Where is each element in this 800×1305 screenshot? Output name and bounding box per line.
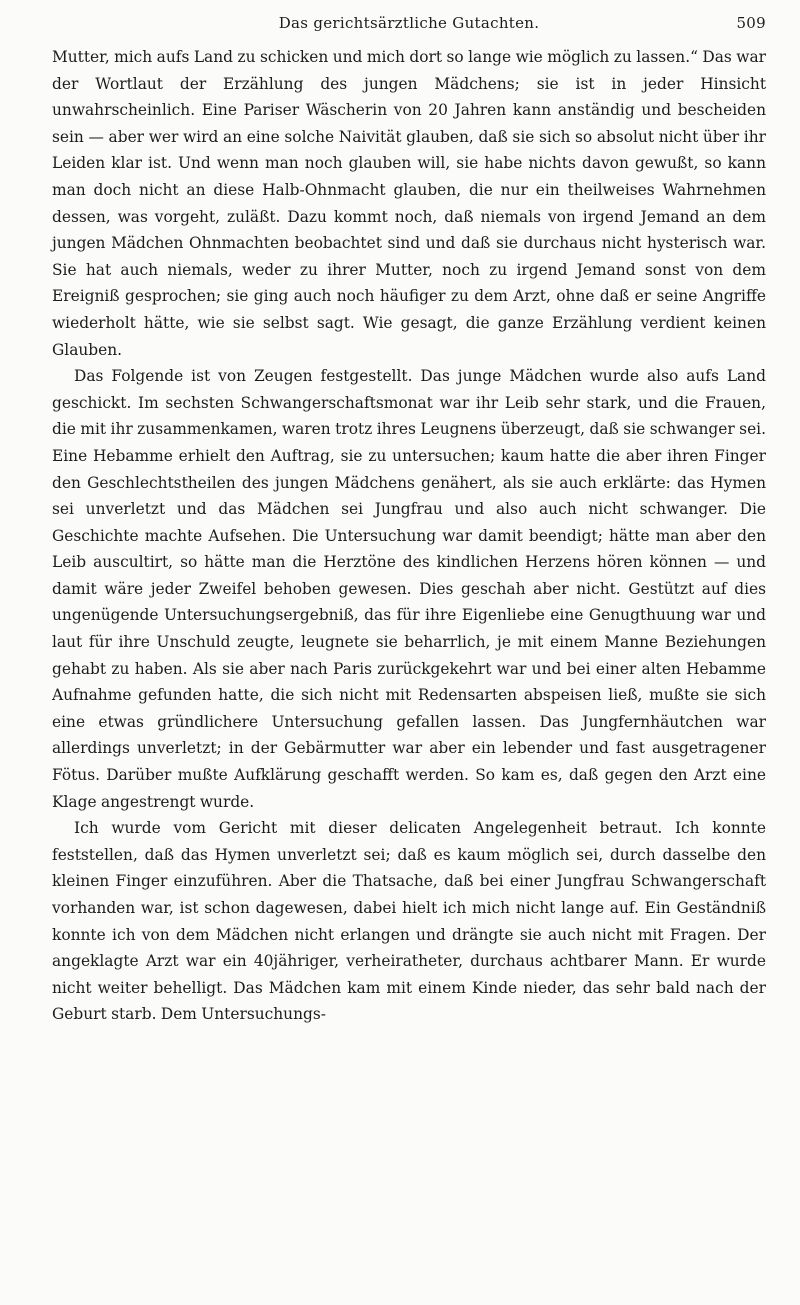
paragraph-continued: Mutter, mich aufs Land zu schicken und mich dort so lange wie möglich zu lassen.“ Das war der Wortlaut der Erzählung des jungen Mädchens; sie ist in jeder Hinsicht unwahrscheinlich. Eine Pariser Wäscherin von 20 Jahren kann anständig und bescheiden sein — aber wer wird an eine solche Naivität glauben, daß sie sich so absolut nicht über ihr Leiden klar ist. Und wenn man noch glauben will, sie habe nichts davon gewußt, so kann man doch nicht an diese Halb-Ohnmacht glauben, die nur ein theilweises Wahrnehmen dessen, was vorgeht, zuläßt. Dazu kommt noch, daß niemals von irgend Jemand an dem jungen Mädchen Ohnmachten beobachtet sind und daß sie durchaus nicht hysterisch war. Sie hat auch niemals, weder zu ihrer Mutter, noch zu irgend Jemand sonst von dem Ereigniß gesprochen; sie ging auch noch häufiger zu dem Arzt, ohne daß er seine Angriffe wiederholt hätte, wie sie selbst sagt. Wie gesagt, die ganze Erzählung verdient keinen Glauben. xyxy=(52,48,766,359)
running-head xyxy=(52,14,766,42)
paragraph-witnesses: Das Folgende ist von Zeugen festgestellt. Das junge Mädchen wurde also aufs Land geschickt. Im sechsten Schwangerschaftsmonat war ihr Leib sehr stark, und die Frauen, die mit ihr zusammenkamen, waren trotz ihres Leugnens überzeugt, daß sie schwanger sei. Eine Hebamme erhielt den Auftrag, sie zu untersuchen; kaum hatte die aber ihren Finger den Geschlechtstheilen des jungen Mädchens genähert, als sie auch erklärte: das Hymen sei unverletzt und das Mädchen sei Jungfrau und also auch nicht schwanger. Die Geschichte machte Aufsehen. Die Untersuchung war damit beendigt; hätte man aber den Leib auscultirt, so hätte man die Herztöne des kindlichen Herzens hören können — und damit wäre jeder Zweifel behoben gewesen. Dies geschah aber nicht. Gestützt auf dies ungenügende Untersuchungsergebniß, das für ihre Eigenliebe eine Genugthuung war und laut für ihre Unschuld zeugte, leugnete sie beharrlich, je mit einem Manne Beziehungen gehabt zu haben. Als sie aber nach Paris zurückgekehrt war und bei einer alten Hebamme Aufnahme gefunden hatte, die sich nicht mit Redensarten abspeisen ließ, mußte sie sich eine etwas gründlichere Untersuchung gefallen lassen. Das Jungfernhäutchen war allerdings unverletzt; in der Gebärmutter war aber ein lebender und fast ausgetragener Fötus. Darüber mußte Aufklärung geschafft werden. So kam es, daß gegen den Arzt eine Klage angestrengt wurde. xyxy=(52,367,766,811)
running-title: Das gerichtsärztliche Gutachten. xyxy=(278,14,540,32)
paragraph-court-examination: Ich wurde vom Gericht mit dieser delicaten Angelegenheit betraut. Ich konnte feststellen, daß das Hymen unverletzt sei; daß es kaum möglich sei, durch dasselbe den kleinen Finger einzuführen. Aber die Thatsache, daß bei einer Jungfrau Schwangerschaft vorhanden war, ist schon dagewesen, dabei hielt ich mich nicht lange auf. Ein Geständniß konnte ich von dem Mädchen nicht erlangen und drängte sie auch nicht mit Fragen. Der angeklagte Arzt war ein 40jähriger, verheiratheter, durchaus achtbarer Mann. Er wurde nicht weiter behelligt. Das Mädchen kam mit einem Kinde nieder, das sehr bald nach der Geburt starb. Dem Untersuchungs- xyxy=(52,819,766,1024)
body-text xyxy=(52,44,766,1028)
page-number: 509 xyxy=(736,14,766,32)
